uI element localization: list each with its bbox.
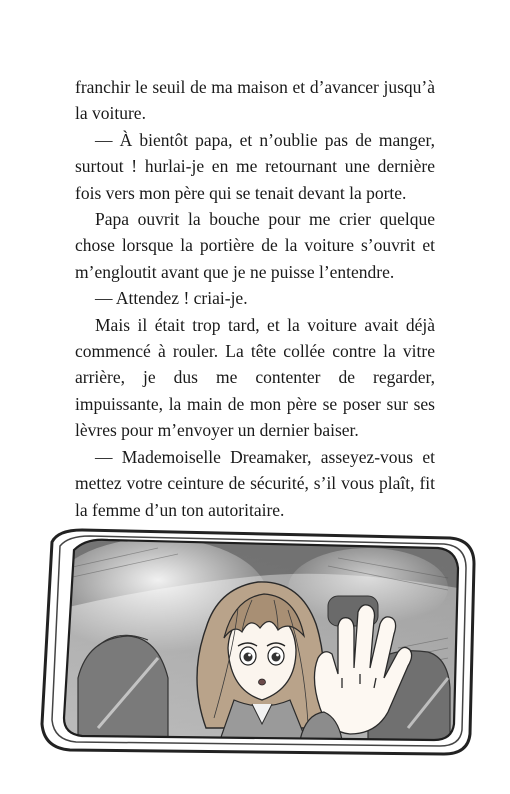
paragraph-4: — Attendez ! criai-je. <box>95 288 248 309</box>
page-text <box>75 74 435 523</box>
girl-waving-through-car-window-illustration <box>38 528 476 758</box>
paragraph-1: franchir le seuil de ma maison et d’avancer jusqu’à la voiture. <box>75 77 435 124</box>
paragraph-5: Mais il était trop tard, et la voiture avait déjà commencé à rouler. La tête collée contre la vitre arrière, je dus me contenter de regarder, impuissante, la main de mon père se poser sur ses lèvres pour m’envoyer un dernier baiser. <box>75 314 435 441</box>
paragraph-2: — À bientôt papa, et n’oublie pas de manger, surtout ! hurlai-je en me retournant une dernière fois vers mon père qui se tenait devant la porte. <box>75 129 435 203</box>
paragraph-3: Papa ouvrit la bouche pour me crier quelque chose lorsque la portière de la voiture s’ouvrit et m’engloutit avant que je ne puisse l’entendre. <box>75 209 435 282</box>
paragraph-6: — Mademoiselle Dreamaker, asseyez-vous et mettez votre ceinture de sécurité, s’il vous plaît, fit la femme d’un ton autoritaire. <box>75 446 435 520</box>
